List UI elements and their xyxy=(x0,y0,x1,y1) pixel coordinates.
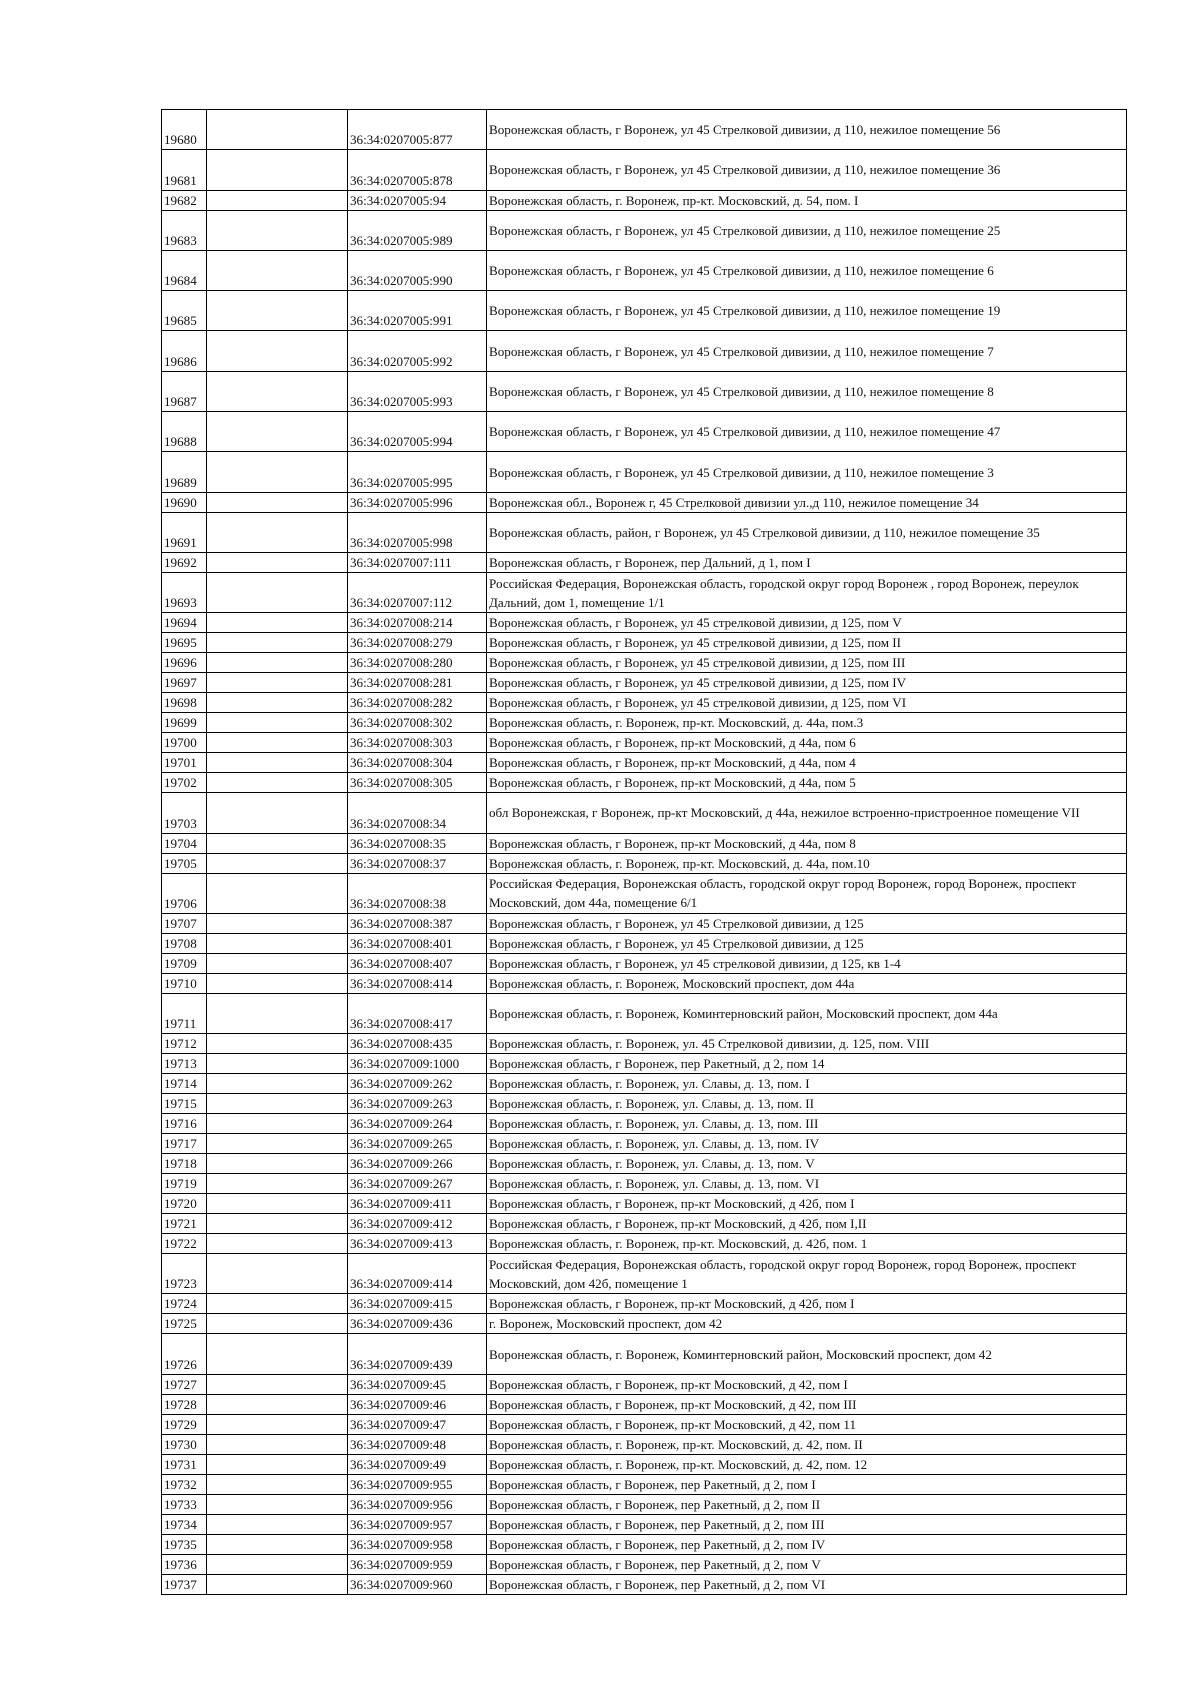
cadastral-number-cell: 36:34:0207005:991 xyxy=(348,291,487,331)
table-row xyxy=(162,1494,1127,1514)
cadastral-number-cell: 36:34:0207008:37 xyxy=(348,853,487,873)
table-row xyxy=(162,713,1127,733)
cadastral-number-cell: 36:34:0207005:878 xyxy=(348,150,487,190)
cadastral-number-cell: 36:34:0207009:49 xyxy=(348,1454,487,1474)
row-number-cell: 19688 xyxy=(162,412,207,452)
empty-cell xyxy=(207,291,348,331)
cadastral-number-cell: 36:34:0207008:401 xyxy=(348,933,487,953)
table-row xyxy=(162,452,1127,492)
address-cell: Воронежская область, г Воронеж, пр-кт Московский, д 44а, пом 5 xyxy=(487,773,1127,793)
address-cell: Воронежская область, г Воронеж, ул 45 Стрелковой дивизии, д 110, нежилое помещение 25 xyxy=(487,210,1127,250)
table-row xyxy=(162,572,1127,612)
cadastral-number-cell: 36:34:0207008:304 xyxy=(348,753,487,773)
empty-cell xyxy=(207,492,348,512)
row-number-cell: 19707 xyxy=(162,913,207,933)
address-cell: Воронежская область, г Воронеж, ул 45 стрелковой дивизии, д 125, кв 1-4 xyxy=(487,953,1127,973)
table-row xyxy=(162,1454,1127,1474)
row-number-cell: 19696 xyxy=(162,653,207,673)
empty-cell xyxy=(207,693,348,713)
table-row xyxy=(162,1574,1127,1594)
cadastral-number-cell: 36:34:0207009:959 xyxy=(348,1554,487,1574)
empty-cell xyxy=(207,613,348,633)
address-cell: Воронежская область, г Воронеж, пр-кт Московский, д 44а, пом 4 xyxy=(487,753,1127,773)
cadastral-number-cell: 36:34:0207009:266 xyxy=(348,1154,487,1174)
empty-cell xyxy=(207,793,348,833)
row-number-cell: 19686 xyxy=(162,331,207,371)
address-cell: Российская Федерация, Воронежская область, городской округ город Воронеж, город Воронеж, проспект Московский, дом 44а, помещение 6/1 xyxy=(487,873,1127,913)
cadastral-number-cell: 36:34:0207009:413 xyxy=(348,1234,487,1254)
row-number-cell: 19702 xyxy=(162,773,207,793)
cadastral-number-cell: 36:34:0207009:1000 xyxy=(348,1054,487,1074)
empty-cell xyxy=(207,933,348,953)
row-number-cell: 19736 xyxy=(162,1554,207,1574)
address-cell: Воронежская область, г Воронеж, ул 45 стрелковой дивизии, д 125, пом IV xyxy=(487,673,1127,693)
row-number-cell: 19682 xyxy=(162,190,207,210)
empty-cell xyxy=(207,1154,348,1174)
empty-cell xyxy=(207,1454,348,1474)
cadastral-number-cell: 36:34:0207008:281 xyxy=(348,673,487,693)
row-number-cell: 19732 xyxy=(162,1474,207,1494)
address-cell: Воронежская область, г Воронеж, пр-кт Московский, д 42, пом I xyxy=(487,1374,1127,1394)
empty-cell xyxy=(207,412,348,452)
cadastral-number-cell: 36:34:0207007:112 xyxy=(348,572,487,612)
empty-cell xyxy=(207,1374,348,1394)
address-cell: Воронежская область, г Воронеж, пер Ракетный, д 2, пом VI xyxy=(487,1574,1127,1594)
address-cell: Воронежская область, г. Воронеж, ул. 45 Стрелковой дивизии, д. 125, пом. VIII xyxy=(487,1034,1127,1054)
row-number-cell: 19687 xyxy=(162,371,207,411)
cadastral-number-cell: 36:34:0207009:439 xyxy=(348,1334,487,1374)
cadastral-number-cell: 36:34:0207009:48 xyxy=(348,1434,487,1454)
row-number-cell: 19701 xyxy=(162,753,207,773)
cadastral-number-cell: 36:34:0207009:436 xyxy=(348,1314,487,1334)
address-cell: Воронежская область, г Воронеж, пер Ракетный, д 2, пом II xyxy=(487,1494,1127,1514)
registry-table xyxy=(161,109,1127,1595)
cadastral-number-cell: 36:34:0207005:989 xyxy=(348,210,487,250)
cadastral-number-cell: 36:34:0207009:957 xyxy=(348,1514,487,1534)
table-row xyxy=(162,1174,1127,1194)
address-cell: Воронежская область, г Воронеж, пер Ракетный, д 2, пом III xyxy=(487,1514,1127,1534)
empty-cell xyxy=(207,973,348,993)
address-cell: Воронежская область, г Воронеж, ул 45 Стрелковой дивизии, д 110, нежилое помещение 47 xyxy=(487,412,1127,452)
cadastral-number-cell: 36:34:0207009:415 xyxy=(348,1294,487,1314)
cadastral-number-cell: 36:34:0207005:877 xyxy=(348,110,487,150)
cadastral-number-cell: 36:34:0207005:990 xyxy=(348,250,487,290)
table-row xyxy=(162,1154,1127,1174)
empty-cell xyxy=(207,1494,348,1514)
empty-cell xyxy=(207,371,348,411)
address-cell: Воронежская область, г. Воронеж, ул. Славы, д. 13, пом. VI xyxy=(487,1174,1127,1194)
row-number-cell: 19719 xyxy=(162,1174,207,1194)
row-number-cell: 19722 xyxy=(162,1234,207,1254)
empty-cell xyxy=(207,1534,348,1554)
row-number-cell: 19735 xyxy=(162,1534,207,1554)
address-cell: Воронежская область, г Воронеж, ул 45 Стрелковой дивизии, д 125 xyxy=(487,933,1127,953)
cadastral-number-cell: 36:34:0207005:993 xyxy=(348,371,487,411)
cadastral-number-cell: 36:34:0207007:111 xyxy=(348,552,487,572)
cadastral-number-cell: 36:34:0207009:960 xyxy=(348,1574,487,1594)
table-row xyxy=(162,953,1127,973)
empty-cell xyxy=(207,993,348,1033)
cadastral-number-cell: 36:34:0207009:262 xyxy=(348,1074,487,1094)
cadastral-number-cell: 36:34:0207008:387 xyxy=(348,913,487,933)
cadastral-number-cell: 36:34:0207009:263 xyxy=(348,1094,487,1114)
cadastral-number-cell: 36:34:0207009:264 xyxy=(348,1114,487,1134)
empty-cell xyxy=(207,210,348,250)
table-row xyxy=(162,291,1127,331)
address-cell: Воронежская область, г. Воронеж, пр-кт. Московский, д. 42б, пом. 1 xyxy=(487,1234,1127,1254)
address-cell: Воронежская область, г Воронеж, пр-кт Московский, д 42б, пом I xyxy=(487,1294,1127,1314)
address-cell: Воронежская область, г. Воронеж, ул. Славы, д. 13, пом. I xyxy=(487,1074,1127,1094)
empty-cell xyxy=(207,1034,348,1054)
address-cell: Воронежская область, г Воронеж, пер Ракетный, д 2, пом V xyxy=(487,1554,1127,1574)
empty-cell xyxy=(207,773,348,793)
table-row xyxy=(162,210,1127,250)
table-row xyxy=(162,492,1127,512)
empty-cell xyxy=(207,250,348,290)
row-number-cell: 19689 xyxy=(162,452,207,492)
row-number-cell: 19734 xyxy=(162,1514,207,1534)
address-cell: Воронежская область, г. Воронеж, ул. Славы, д. 13, пом. IV xyxy=(487,1134,1127,1154)
cadastral-number-cell: 36:34:0207008:280 xyxy=(348,653,487,673)
table-row xyxy=(162,1294,1127,1314)
row-number-cell: 19708 xyxy=(162,933,207,953)
row-number-cell: 19724 xyxy=(162,1294,207,1314)
row-number-cell: 19716 xyxy=(162,1114,207,1134)
row-number-cell: 19715 xyxy=(162,1094,207,1114)
address-cell: Воронежская область, г Воронеж, ул 45 Стрелковой дивизии, д 110, нежилое помещение 3 xyxy=(487,452,1127,492)
cadastral-number-cell: 36:34:0207009:414 xyxy=(348,1254,487,1294)
address-cell: Воронежская область, г Воронеж, пр-кт Московский, д 42б, пом I xyxy=(487,1194,1127,1214)
table-row xyxy=(162,1434,1127,1454)
table-row xyxy=(162,913,1127,933)
row-number-cell: 19697 xyxy=(162,673,207,693)
row-number-cell: 19680 xyxy=(162,110,207,150)
empty-cell xyxy=(207,1574,348,1594)
address-cell: Воронежская область, г Воронеж, пр-кт Московский, д 42, пом III xyxy=(487,1394,1127,1414)
row-number-cell: 19691 xyxy=(162,512,207,552)
table-row xyxy=(162,733,1127,753)
row-number-cell: 19692 xyxy=(162,552,207,572)
table-row xyxy=(162,552,1127,572)
table-row xyxy=(162,773,1127,793)
table-row xyxy=(162,1254,1127,1294)
row-number-cell: 19726 xyxy=(162,1334,207,1374)
empty-cell xyxy=(207,1554,348,1574)
table-row xyxy=(162,973,1127,993)
cadastral-number-cell: 36:34:0207008:302 xyxy=(348,713,487,733)
empty-cell xyxy=(207,873,348,913)
address-cell: Воронежская область, г Воронеж, пер Ракетный, д 2, пом 14 xyxy=(487,1054,1127,1074)
cadastral-number-cell: 36:34:0207005:995 xyxy=(348,452,487,492)
table-row xyxy=(162,933,1127,953)
address-cell: Воронежская область, г Воронеж, ул 45 Стрелковой дивизии, д 125 xyxy=(487,913,1127,933)
empty-cell xyxy=(207,1474,348,1494)
cadastral-number-cell: 36:34:0207008:414 xyxy=(348,973,487,993)
table-row xyxy=(162,993,1127,1033)
table-row xyxy=(162,1094,1127,1114)
address-cell: Воронежская область, г Воронеж, пер Дальний, д 1, пом I xyxy=(487,552,1127,572)
address-cell: Воронежская область, г Воронеж, пр-кт Московский, д 44а, пом 6 xyxy=(487,733,1127,753)
cadastral-number-cell: 36:34:0207005:94 xyxy=(348,190,487,210)
cadastral-number-cell: 36:34:0207009:46 xyxy=(348,1394,487,1414)
table-row xyxy=(162,190,1127,210)
row-number-cell: 19730 xyxy=(162,1434,207,1454)
empty-cell xyxy=(207,190,348,210)
empty-cell xyxy=(207,1294,348,1314)
row-number-cell: 19714 xyxy=(162,1074,207,1094)
table-row xyxy=(162,1114,1127,1134)
table-row xyxy=(162,1414,1127,1434)
address-cell: Воронежская область, г. Воронеж, ул. Славы, д. 13, пом. II xyxy=(487,1094,1127,1114)
address-cell: Российская Федерация, Воронежская область, городской округ город Воронеж, город Воронеж, проспект Московский, дом 42б, помещение 1 xyxy=(487,1254,1127,1294)
empty-cell xyxy=(207,512,348,552)
address-cell: Воронежская область, г. Воронеж, ул. Славы, д. 13, пом. III xyxy=(487,1114,1127,1134)
address-cell: Воронежская область, г Воронеж, пер Ракетный, д 2, пом I xyxy=(487,1474,1127,1494)
cadastral-number-cell: 36:34:0207005:996 xyxy=(348,492,487,512)
table-row xyxy=(162,793,1127,833)
cadastral-number-cell: 36:34:0207008:303 xyxy=(348,733,487,753)
table-row xyxy=(162,693,1127,713)
row-number-cell: 19694 xyxy=(162,613,207,633)
address-cell: Воронежская область, г Воронеж, пр-кт Московский, д 44а, пом 8 xyxy=(487,833,1127,853)
empty-cell xyxy=(207,150,348,190)
row-number-cell: 19681 xyxy=(162,150,207,190)
address-cell: Воронежская обл., Воронеж г, 45 Стрелковой дивизии ул.,д 110, нежилое помещение 34 xyxy=(487,492,1127,512)
table-row xyxy=(162,1474,1127,1494)
empty-cell xyxy=(207,1214,348,1234)
row-number-cell: 19728 xyxy=(162,1394,207,1414)
cadastral-number-cell: 36:34:0207005:994 xyxy=(348,412,487,452)
address-cell: Воронежская область, г Воронеж, ул 45 Стрелковой дивизии, д 110, нежилое помещение 19 xyxy=(487,291,1127,331)
empty-cell xyxy=(207,753,348,773)
empty-cell xyxy=(207,572,348,612)
row-number-cell: 19709 xyxy=(162,953,207,973)
address-cell: Воронежская область, г. Воронеж, пр-кт. Московский, д. 44а, пом.3 xyxy=(487,713,1127,733)
row-number-cell: 19713 xyxy=(162,1054,207,1074)
empty-cell xyxy=(207,713,348,733)
row-number-cell: 19683 xyxy=(162,210,207,250)
cadastral-number-cell: 36:34:0207009:411 xyxy=(348,1194,487,1214)
cadastral-number-cell: 36:34:0207005:992 xyxy=(348,331,487,371)
empty-cell xyxy=(207,1114,348,1134)
empty-cell xyxy=(207,1314,348,1334)
empty-cell xyxy=(207,1394,348,1414)
table-row xyxy=(162,1554,1127,1574)
table-row xyxy=(162,873,1127,913)
empty-cell xyxy=(207,1434,348,1454)
empty-cell xyxy=(207,452,348,492)
address-cell: Воронежская область, г Воронеж, ул 45 стрелковой дивизии, д 125, пом III xyxy=(487,653,1127,673)
address-cell: Воронежская область, г. Воронеж, пр-кт. Московский, д. 42, пом. II xyxy=(487,1434,1127,1454)
address-cell: Воронежская область, г. Воронеж, Московский проспект, дом 44а xyxy=(487,973,1127,993)
row-number-cell: 19705 xyxy=(162,853,207,873)
table-row xyxy=(162,512,1127,552)
empty-cell xyxy=(207,1134,348,1154)
address-cell: Воронежская область, г Воронеж, пр-кт Московский, д 42, пом 11 xyxy=(487,1414,1127,1434)
row-number-cell: 19721 xyxy=(162,1214,207,1234)
empty-cell xyxy=(207,1174,348,1194)
cadastral-number-cell: 36:34:0207009:958 xyxy=(348,1534,487,1554)
empty-cell xyxy=(207,1054,348,1074)
table-row xyxy=(162,110,1127,150)
empty-cell xyxy=(207,733,348,753)
table-row xyxy=(162,753,1127,773)
row-number-cell: 19727 xyxy=(162,1374,207,1394)
cadastral-number-cell: 36:34:0207009:265 xyxy=(348,1134,487,1154)
table-row xyxy=(162,1334,1127,1374)
cadastral-number-cell: 36:34:0207009:956 xyxy=(348,1494,487,1514)
address-cell: Воронежская область, г Воронеж, ул 45 стрелковой дивизии, д 125, пом II xyxy=(487,633,1127,653)
address-cell: Воронежская область, г. Воронеж, пр-кт. Московский, д. 44а, пом.10 xyxy=(487,853,1127,873)
address-cell: Воронежская область, г Воронеж, пер Ракетный, д 2, пом IV xyxy=(487,1534,1127,1554)
row-number-cell: 19712 xyxy=(162,1034,207,1054)
address-cell: г. Воронеж, Московский проспект, дом 42 xyxy=(487,1314,1127,1334)
address-cell: Воронежская область, район, г Воронеж, ул 45 Стрелковой дивизии, д 110, нежилое помещение 35 xyxy=(487,512,1127,552)
cadastral-number-cell: 36:34:0207008:38 xyxy=(348,873,487,913)
row-number-cell: 19725 xyxy=(162,1314,207,1334)
row-number-cell: 19720 xyxy=(162,1194,207,1214)
address-cell: Воронежская область, г Воронеж, ул 45 Стрелковой дивизии, д 110, нежилое помещение 56 xyxy=(487,110,1127,150)
cadastral-number-cell: 36:34:0207009:412 xyxy=(348,1214,487,1234)
row-number-cell: 19704 xyxy=(162,833,207,853)
table-row xyxy=(162,331,1127,371)
address-cell: Воронежская область, г. Воронеж, пр-кт. Московский, д. 54, пом. I xyxy=(487,190,1127,210)
row-number-cell: 19684 xyxy=(162,250,207,290)
address-cell: Воронежская область, г. Воронеж, ул. Славы, д. 13, пом. V xyxy=(487,1154,1127,1174)
cadastral-number-cell: 36:34:0207009:45 xyxy=(348,1374,487,1394)
table-row xyxy=(162,853,1127,873)
empty-cell xyxy=(207,1334,348,1374)
table-row xyxy=(162,1074,1127,1094)
cadastral-number-cell: 36:34:0207008:435 xyxy=(348,1034,487,1054)
empty-cell xyxy=(207,1514,348,1534)
cadastral-number-cell: 36:34:0207008:34 xyxy=(348,793,487,833)
table-row xyxy=(162,1234,1127,1254)
registry-table-body xyxy=(162,110,1127,1595)
empty-cell xyxy=(207,913,348,933)
address-cell: Российская Федерация, Воронежская область, городской округ город Воронеж , город Воронеж, переулок Дальний, дом 1, помещение 1/1 xyxy=(487,572,1127,612)
table-row xyxy=(162,1034,1127,1054)
cadastral-number-cell: 36:34:0207008:214 xyxy=(348,613,487,633)
table-row xyxy=(162,1054,1127,1074)
cadastral-number-cell: 36:34:0207009:955 xyxy=(348,1474,487,1494)
table-row xyxy=(162,1314,1127,1334)
row-number-cell: 19690 xyxy=(162,492,207,512)
row-number-cell: 19706 xyxy=(162,873,207,913)
table-row xyxy=(162,1534,1127,1554)
table-row xyxy=(162,1394,1127,1414)
row-number-cell: 19685 xyxy=(162,291,207,331)
empty-cell xyxy=(207,1194,348,1214)
address-cell: Воронежская область, г Воронеж, ул 45 Стрелковой дивизии, д 110, нежилое помещение 6 xyxy=(487,250,1127,290)
row-number-cell: 19733 xyxy=(162,1494,207,1514)
empty-cell xyxy=(207,1094,348,1114)
address-cell: Воронежская область, г. Воронеж, пр-кт. Московский, д. 42, пом. 12 xyxy=(487,1454,1127,1474)
cadastral-number-cell: 36:34:0207009:47 xyxy=(348,1414,487,1434)
cadastral-number-cell: 36:34:0207008:282 xyxy=(348,693,487,713)
table-row xyxy=(162,633,1127,653)
empty-cell xyxy=(207,1074,348,1094)
address-cell: обл Воронежская, г Воронеж, пр-кт Московский, д 44а, нежилое встроенно-пристроенное помещение VII xyxy=(487,793,1127,833)
table-row xyxy=(162,250,1127,290)
empty-cell xyxy=(207,110,348,150)
empty-cell xyxy=(207,331,348,371)
table-row xyxy=(162,1214,1127,1234)
row-number-cell: 19699 xyxy=(162,713,207,733)
empty-cell xyxy=(207,1234,348,1254)
empty-cell xyxy=(207,833,348,853)
address-cell: Воронежская область, г Воронеж, ул 45 Стрелковой дивизии, д 110, нежилое помещение 8 xyxy=(487,371,1127,411)
empty-cell xyxy=(207,673,348,693)
row-number-cell: 19700 xyxy=(162,733,207,753)
address-cell: Воронежская область, г Воронеж, ул 45 Стрелковой дивизии, д 110, нежилое помещение 7 xyxy=(487,331,1127,371)
row-number-cell: 19703 xyxy=(162,793,207,833)
address-cell: Воронежская область, г. Воронеж, Коминтерновский район, Московский проспект, дом 44а xyxy=(487,993,1127,1033)
cadastral-number-cell: 36:34:0207005:998 xyxy=(348,512,487,552)
row-number-cell: 19729 xyxy=(162,1414,207,1434)
empty-cell xyxy=(207,552,348,572)
table-row xyxy=(162,150,1127,190)
cadastral-number-cell: 36:34:0207008:35 xyxy=(348,833,487,853)
empty-cell xyxy=(207,853,348,873)
row-number-cell: 19731 xyxy=(162,1454,207,1474)
row-number-cell: 19698 xyxy=(162,693,207,713)
row-number-cell: 19723 xyxy=(162,1254,207,1294)
address-cell: Воронежская область, г Воронеж, пр-кт Московский, д 42б, пом I,II xyxy=(487,1214,1127,1234)
table-row xyxy=(162,371,1127,411)
cadastral-number-cell: 36:34:0207008:305 xyxy=(348,773,487,793)
row-number-cell: 19737 xyxy=(162,1574,207,1594)
cadastral-number-cell: 36:34:0207008:279 xyxy=(348,633,487,653)
row-number-cell: 19717 xyxy=(162,1134,207,1154)
table-row xyxy=(162,1374,1127,1394)
row-number-cell: 19710 xyxy=(162,973,207,993)
empty-cell xyxy=(207,633,348,653)
empty-cell xyxy=(207,953,348,973)
table-row xyxy=(162,833,1127,853)
table-row xyxy=(162,1134,1127,1154)
row-number-cell: 19695 xyxy=(162,633,207,653)
table-row xyxy=(162,673,1127,693)
cadastral-number-cell: 36:34:0207008:417 xyxy=(348,993,487,1033)
address-cell: Воронежская область, г Воронеж, ул 45 стрелковой дивизии, д 125, пом V xyxy=(487,613,1127,633)
row-number-cell: 19693 xyxy=(162,572,207,612)
empty-cell xyxy=(207,653,348,673)
address-cell: Воронежская область, г Воронеж, ул 45 Стрелковой дивизии, д 110, нежилое помещение 36 xyxy=(487,150,1127,190)
empty-cell xyxy=(207,1254,348,1294)
table-row xyxy=(162,1514,1127,1534)
table-row xyxy=(162,1194,1127,1214)
row-number-cell: 19718 xyxy=(162,1154,207,1174)
table-row xyxy=(162,653,1127,673)
cadastral-number-cell: 36:34:0207009:267 xyxy=(348,1174,487,1194)
row-number-cell: 19711 xyxy=(162,993,207,1033)
cadastral-number-cell: 36:34:0207008:407 xyxy=(348,953,487,973)
table-row xyxy=(162,613,1127,633)
empty-cell xyxy=(207,1414,348,1434)
address-cell: Воронежская область, г. Воронеж, Коминтерновский район, Московский проспект, дом 42 xyxy=(487,1334,1127,1374)
table-row xyxy=(162,412,1127,452)
address-cell: Воронежская область, г Воронеж, ул 45 стрелковой дивизии, д 125, пом VI xyxy=(487,693,1127,713)
